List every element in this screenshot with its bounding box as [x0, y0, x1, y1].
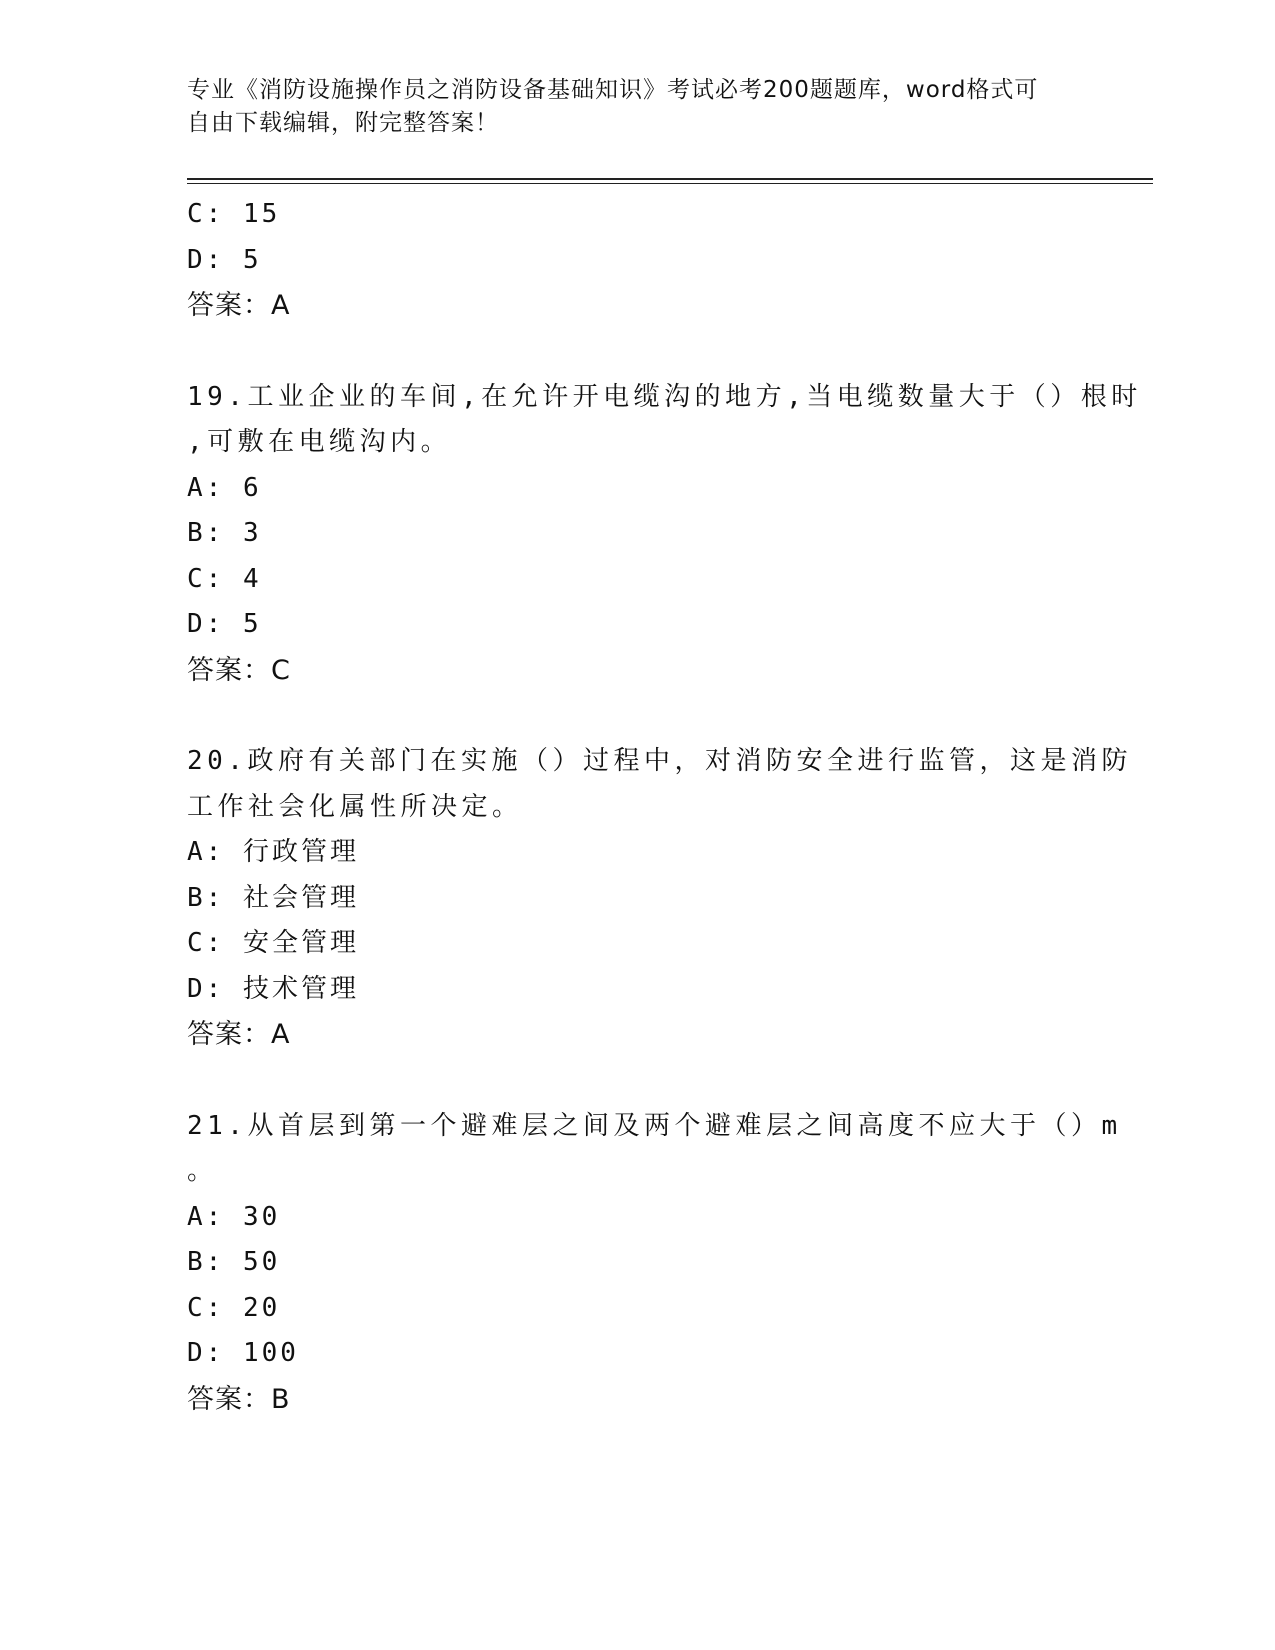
header-divider	[187, 178, 1153, 184]
question-21	[187, 1104, 1122, 1423]
option-c: C: 安全管理	[187, 928, 359, 958]
question-list	[187, 192, 1142, 1422]
question-text: 工作社会化属性所决定。	[187, 791, 523, 822]
question-19	[187, 375, 1142, 694]
header-line-2: 自由下载编辑，附完整答案！	[187, 110, 499, 136]
option-c: C: 20	[187, 1292, 281, 1323]
previous-question-tail	[187, 192, 1087, 329]
question-text: 。	[187, 1156, 218, 1186]
option-b: B: 社会管理	[187, 882, 359, 913]
option-d: D: 技术管理	[187, 973, 359, 1004]
header-line-1: 专业《消防设施操作员之消防设备基础知识》考试必考200题题库，word格式可	[187, 77, 1039, 103]
option-a: A: 6	[187, 472, 262, 503]
option-a: A: 30	[187, 1201, 281, 1232]
answer: 答案：A	[187, 290, 291, 321]
option-c: C: 4	[187, 563, 262, 594]
answer: 答案：C	[187, 654, 291, 686]
option-b: B: 3	[187, 518, 262, 548]
question-20	[187, 739, 1132, 1058]
option-b: B: 50	[187, 1247, 281, 1277]
option-c: C: 15	[187, 199, 281, 229]
question-text: 21.从首层到第一个避难层之间及两个避难层之间高度不应大于（）m	[187, 1110, 1122, 1141]
question-text: 19.工业企业的车间,在允许开电缆沟的地方,当电缆数量大于（）根时	[187, 381, 1142, 412]
answer: 答案：B	[187, 1383, 291, 1415]
option-a: A: 行政管理	[187, 837, 359, 867]
question-text: ,可敷在电缆沟内。	[187, 427, 452, 457]
option-d: D: 100	[187, 1338, 299, 1368]
question-text: 20.政府有关部门在实施（）过程中，对消防安全进行监管，这是消防	[187, 746, 1132, 776]
option-d: D: 5	[187, 609, 262, 639]
answer: 答案：A	[187, 1019, 291, 1050]
option-d: D: 5	[187, 244, 262, 275]
document-header	[187, 74, 1067, 140]
